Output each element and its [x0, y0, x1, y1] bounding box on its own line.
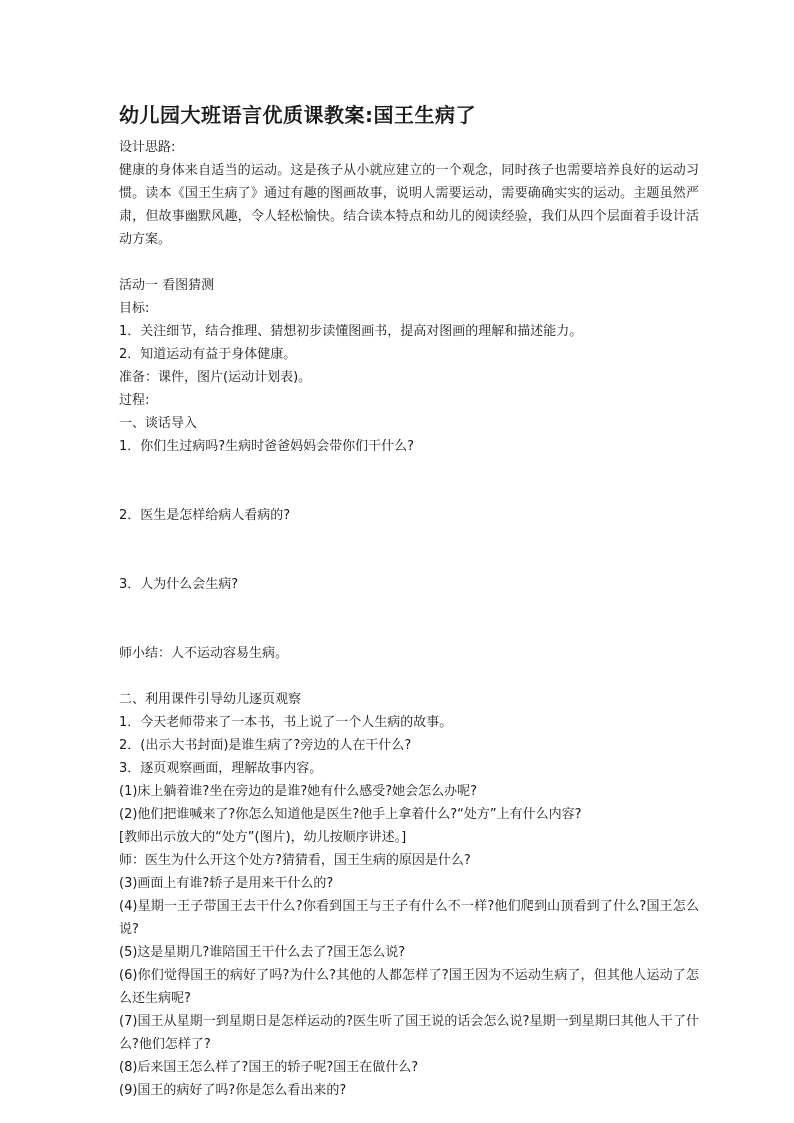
goal-item-2: 2．知道运动有益于身体健康。: [119, 347, 297, 362]
section2-line: 3．逐页观察画面，理解故事内容。: [119, 761, 323, 776]
process-label: 过程:: [119, 393, 150, 408]
section2-line: 2．(出示大书封面)是谁生病了?旁边的人在干什么?: [119, 738, 412, 753]
section2-line: (1)床上躺着谁?坐在旁边的是谁?她有什么感受?她会怎么办呢?: [119, 784, 478, 799]
goals-label: 目标:: [119, 301, 150, 316]
section2-line: (5)这是星期几?谁陪国王干什么去了?国王怎么说?: [119, 945, 406, 960]
section2-line: (9)国王的病好了吗?你是怎么看出来的?: [119, 1083, 347, 1098]
document-title: 幼儿园大班语言优质课教案:国王生病了: [119, 103, 476, 127]
spacer: [119, 458, 699, 504]
spacer: [119, 251, 699, 274]
design-paragraph: 健康的身体来自适当的运动。这是孩子从小就应建立的一个观念，同时孩子也需要培养良好的运动习惯。读本《国王生病了》通过有趣的图画故事，说明人需要运动，需要确确实实的运动。主题虽然严肃，但故事幽默风趣，令人轻松愉快。结合读本特点和幼儿的阅读经验，我们从四个层面着手设计活动方案。: [119, 163, 699, 247]
spacer: [119, 527, 699, 573]
question-3: 3．人为什么会生病?: [119, 577, 239, 592]
section2-line: (6)你们觉得国王的病好了吗?为什么?其他的人都怎样了?国王因为不运动生病了，但其他人运动了怎么还生病呢?: [119, 968, 699, 1006]
section2-line: (4)星期一王子带国王去干什么?你看到国王与王子有什么不一样?他们爬到山顶看到了什么?国王怎么说?: [119, 899, 699, 937]
section2-line: 师：医生为什么开这个处方?猜猜看，国王生病的原因是什么?: [119, 853, 471, 868]
section2-line: [教师出示放大的“处方”(图片)，幼儿按顺序讲述。]: [119, 830, 407, 845]
spacer: [119, 665, 699, 688]
section2-line: 1．今天老师带来了一本书，书上说了一个人生病的故事。: [119, 715, 453, 730]
goal-item-1: 1．关注细节，结合推理、猜想初步读懂图画书，提高对图画的理解和描述能力。: [119, 324, 583, 339]
section2-heading: 二、利用课件引导幼儿逐页观察: [119, 692, 302, 707]
preparation-line: 准备：课件，图片(运动计划表)。: [119, 370, 312, 385]
question-2: 2．医生是怎样给病人看病的?: [119, 508, 291, 523]
teacher-summary: 师小结：人不运动容易生病。: [119, 646, 289, 661]
document-page: [119, 100, 699, 1102]
section2-line: (3)画面上有谁?轿子是用来干什么的?: [119, 876, 334, 891]
activity-heading: 活动一 看图猜测: [119, 278, 215, 293]
section2-line: (8)后来国王怎么样了?国王的轿子呢?国王在做什么?: [119, 1060, 419, 1075]
section2-line: (7)国王从星期一到星期日是怎样运动的?医生听了国王说的话会怎么说?星期一到星期曰其他人干了什么?他们怎样了?: [119, 1014, 699, 1052]
section1-heading: 一、谈话导入: [119, 416, 198, 431]
question-1: 1．你们生过病吗?生病时爸爸妈妈会带你们干什么?: [119, 439, 415, 454]
section2-line: (2)他们把谁喊来了?你怎么知道他是医生?他手上拿着什么?“处方”上有什么内容?: [119, 807, 582, 822]
design-heading: 设计思路:: [119, 140, 176, 155]
spacer: [119, 596, 699, 642]
